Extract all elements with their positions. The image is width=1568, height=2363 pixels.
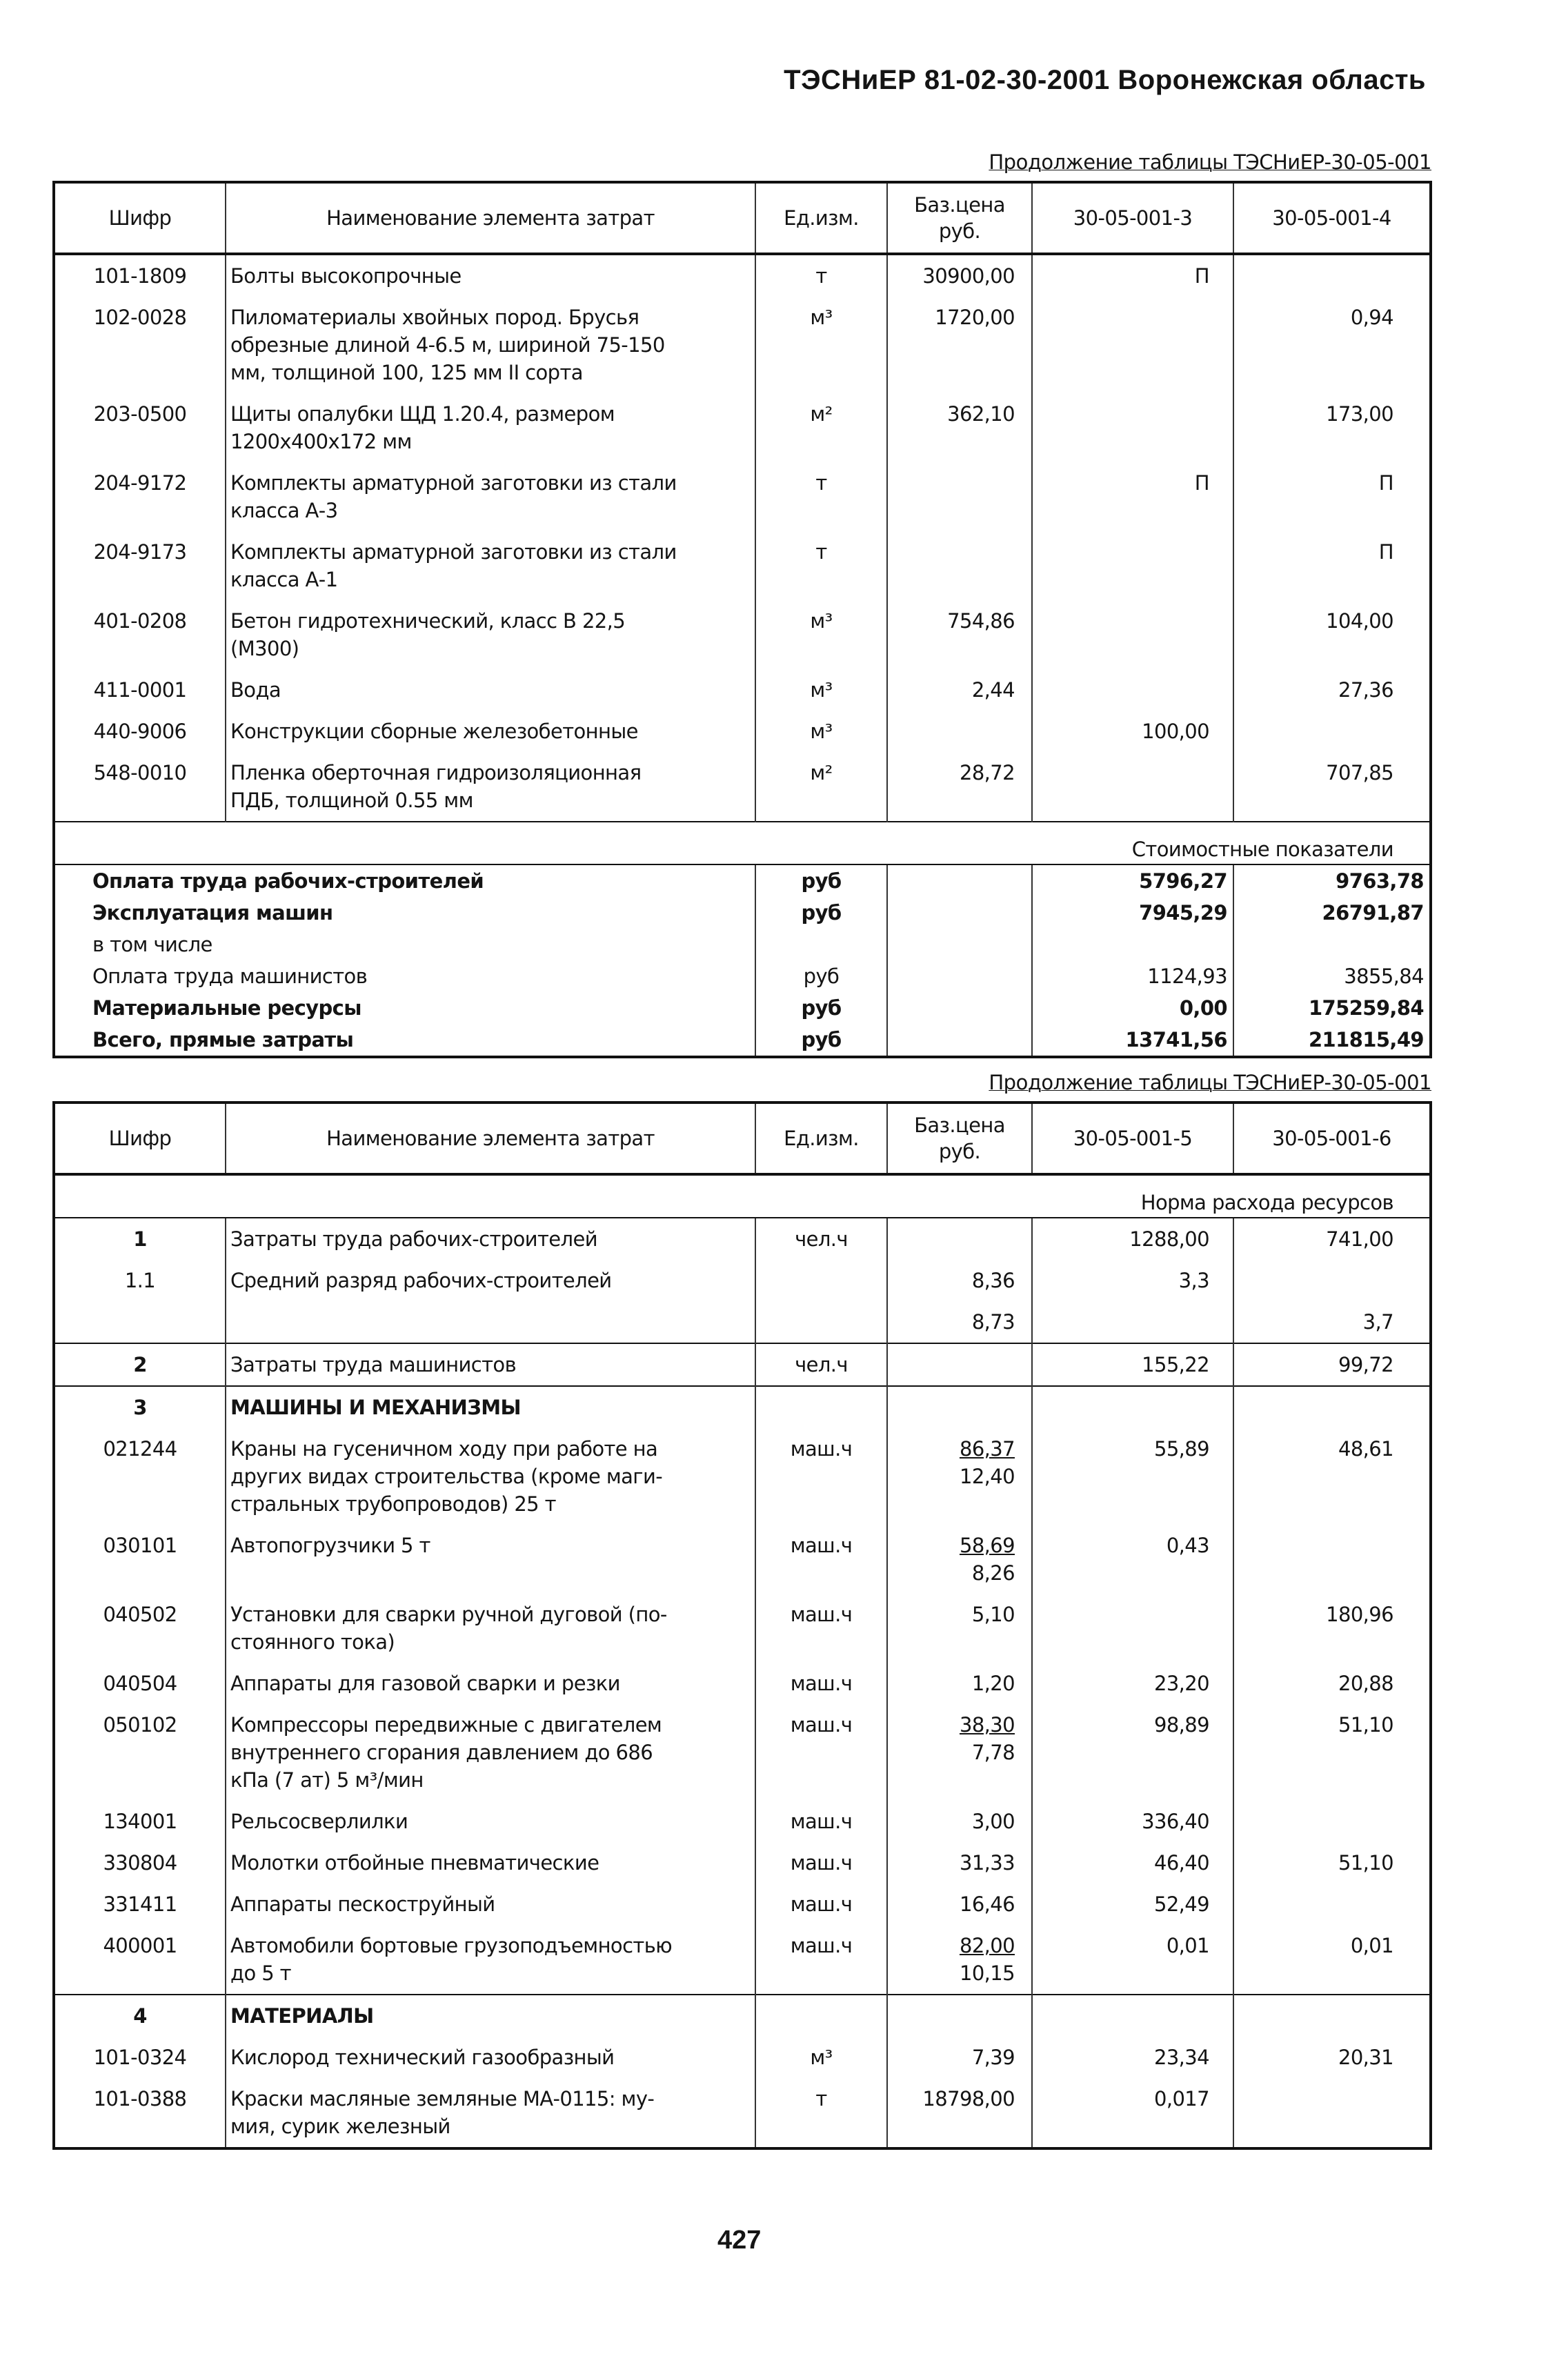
cost-row (54, 992, 1431, 1024)
base-price: 5,10 (887, 1594, 1032, 1663)
cost-unit: руб (755, 864, 887, 897)
column-header: Ед.изм. (755, 1103, 887, 1174)
resource-code: 040504 (103, 1672, 177, 1695)
cost-unit: руб (755, 960, 887, 992)
column-header: Шифр (54, 182, 226, 254)
unit: маш.ч (755, 1704, 887, 1801)
base-price: 8,36 (887, 1260, 1032, 1301)
table-row (54, 752, 1431, 822)
norm-value-2 (1233, 254, 1431, 297)
norm-value-1: 23,34 (1032, 2037, 1233, 2078)
unit: м³ (755, 600, 887, 669)
section-row (54, 1174, 1431, 1218)
resource-name: Аппараты пескоструйный (226, 1884, 755, 1925)
norm-value-1: П (1032, 254, 1233, 297)
table-row (54, 1343, 1431, 1386)
norm-value-2: 3,7 (1233, 1301, 1431, 1343)
unit: м² (755, 393, 887, 462)
base-price (887, 1428, 1032, 1525)
table-row (54, 1884, 1431, 1925)
resource-code: 401-0208 (93, 609, 187, 633)
resource-name: Комплекты арматурной заготовки из стали класса А-3 (226, 462, 755, 531)
cost-empty (887, 1024, 1032, 1057)
unit: м² (755, 752, 887, 822)
norm-value-2: 20,88 (1233, 1663, 1431, 1704)
table-row (54, 1925, 1431, 1995)
table2-header-row (54, 1103, 1431, 1174)
norm-value-2: 180,96 (1233, 1594, 1431, 1663)
norm-value-2 (1233, 1386, 1431, 1428)
cost-name: Оплата труда машинистов (92, 965, 368, 988)
resource-name: Краны на гусеничном ходу при работе на других видах строительства (кроме маги- стральных трубопроводов) 25 т (226, 1428, 755, 1525)
column-header: Ед.изм. (755, 182, 887, 254)
norm-value-1: 98,89 (1032, 1704, 1233, 1801)
norm-value-2 (1233, 1260, 1431, 1301)
resource-name: Затраты труда машинистов (226, 1343, 755, 1386)
resource-code: 040502 (103, 1603, 177, 1626)
cost-row (54, 1024, 1431, 1057)
unit: чел.ч (755, 1343, 887, 1386)
cost-value-1: 13741,56 (1032, 1024, 1233, 1057)
unit (755, 1995, 887, 2037)
column-header: Баз.цена руб. (887, 1103, 1032, 1174)
norm-value-2 (1233, 1995, 1431, 2037)
base-price: 28,72 (887, 752, 1032, 822)
table-row (54, 297, 1431, 393)
document-header-title: ТЭСНиЕР 81-02-30-2001 Воронежская область (784, 65, 1426, 95)
norm-value-2: П (1233, 531, 1431, 600)
resource-name: Кислород технический газообразный (226, 2037, 755, 2078)
resource-name (226, 1301, 755, 1343)
resource-name: Пленка оберточная гидроизоляционная ПДБ, толщиной 0.55 мм (226, 752, 755, 822)
resource-name: Щиты опалубки ЩД 1.20.4, размером 1200х400х172 мм (226, 393, 755, 462)
resource-name: Краски масляные земляные МА-0115: му- мия, сурик железный (226, 2078, 755, 2148)
cost-row (54, 929, 1431, 960)
cost-value-2 (1233, 929, 1431, 960)
base-price: 3,00 (887, 1801, 1032, 1842)
base-price: 754,86 (887, 600, 1032, 669)
resource-name: Автопогрузчики 5 т (226, 1525, 755, 1594)
cost-value-1: 0,00 (1032, 992, 1233, 1024)
unit: м³ (755, 669, 887, 711)
cost-row (54, 897, 1431, 929)
table-row (54, 1842, 1431, 1884)
resource-code: 203-0500 (93, 402, 187, 426)
norm-value-1 (1032, 1995, 1233, 2037)
base-price: 30900,00 (887, 254, 1032, 297)
resource-code: 330804 (103, 1851, 177, 1875)
resource-table-1 (52, 181, 1432, 1058)
norm-value-2: 51,10 (1233, 1704, 1431, 1801)
norm-value-2: 20,31 (1233, 2037, 1431, 2078)
resource-name: Затраты труда рабочих-строителей (226, 1218, 755, 1260)
base-price: 2,44 (887, 669, 1032, 711)
table1-caption-text: Продолжение таблицы ТЭСНиЕР-30-05-001 (989, 150, 1431, 174)
unit: т (755, 254, 887, 297)
column-header: Наименование элемента затрат (226, 1103, 755, 1174)
resource-code: 204-9172 (93, 471, 187, 495)
norm-value-1 (1032, 297, 1233, 393)
cost-empty (887, 929, 1032, 960)
cost-name: Материальные ресурсы (92, 996, 361, 1020)
norm-value-1: 3,3 (1032, 1260, 1233, 1301)
cost-value-2: 175259,84 (1233, 992, 1431, 1024)
table-row (54, 1801, 1431, 1842)
resource-name: Рельсосверлилки (226, 1801, 755, 1842)
norm-value-2: 173,00 (1233, 393, 1431, 462)
norm-value-1: П (1032, 462, 1233, 531)
unit: чел.ч (755, 1218, 887, 1260)
cost-name: Оплата труда рабочих-строителей (92, 869, 484, 893)
norm-value-1: 155,22 (1032, 1343, 1233, 1386)
resource-name: Комплекты арматурной заготовки из стали класса А-1 (226, 531, 755, 600)
table-row (54, 462, 1431, 531)
base-price (887, 462, 1032, 531)
norm-value-2: П (1233, 462, 1431, 531)
table-row (54, 1594, 1431, 1663)
resource-code: 4 (54, 1995, 226, 2037)
section-row (54, 822, 1431, 864)
cost-value-2: 26791,87 (1233, 897, 1431, 929)
table-row (54, 1704, 1431, 1801)
unit: маш.ч (755, 1842, 887, 1884)
cost-value-2: 3855,84 (1233, 960, 1431, 992)
table-row (54, 531, 1431, 600)
norm-value-2: 741,00 (1233, 1218, 1431, 1260)
unit: м³ (755, 711, 887, 752)
base-price (887, 1218, 1032, 1260)
norm-value-1 (1032, 1301, 1233, 1343)
cost-value-1 (1032, 929, 1233, 960)
unit (755, 1386, 887, 1428)
base-price: 8,73 (887, 1301, 1032, 1343)
base-price: 18798,00 (887, 2078, 1032, 2148)
resource-code: 2 (54, 1343, 226, 1386)
cost-unit: руб (755, 1024, 887, 1057)
unit: маш.ч (755, 1594, 887, 1663)
table2-caption (989, 1071, 1431, 1094)
unit: м³ (755, 2037, 887, 2078)
resource-code: 548-0010 (93, 761, 187, 784)
base-price: 362,10 (887, 393, 1032, 462)
base-price-value: 82,00 (959, 1934, 1015, 1957)
resource-table-2 (52, 1101, 1432, 2150)
base-price-labor: 10,15 (959, 1961, 1015, 1985)
resource-name: Бетон гидротехнический, класс В 22,5 (М300) (226, 600, 755, 669)
cost-empty (887, 960, 1032, 992)
cost-empty (887, 897, 1032, 929)
unit: маш.ч (755, 1801, 887, 1842)
base-price (887, 1386, 1032, 1428)
cost-empty (887, 992, 1032, 1024)
resource-code: 411-0001 (93, 678, 187, 702)
base-price (887, 1925, 1032, 1995)
base-price: 7,39 (887, 2037, 1032, 2078)
cost-value-2: 211815,49 (1233, 1024, 1431, 1057)
resource-code: 400001 (103, 1934, 177, 1957)
base-price: 1720,00 (887, 297, 1032, 393)
unit: м³ (755, 297, 887, 393)
norm-value-1 (1032, 600, 1233, 669)
resource-code: 102-0028 (93, 306, 187, 329)
norm-value-2 (1233, 1525, 1431, 1594)
base-price: 31,33 (887, 1842, 1032, 1884)
cost-name: в том числе (92, 933, 212, 956)
unit: т (755, 2078, 887, 2148)
norm-value-1: 100,00 (1032, 711, 1233, 752)
norm-value-1: 23,20 (1032, 1663, 1233, 1704)
unit: т (755, 462, 887, 531)
norm-value-2: 48,61 (1233, 1428, 1431, 1525)
table-row (54, 1428, 1431, 1525)
unit: маш.ч (755, 1663, 887, 1704)
resource-code (54, 1301, 226, 1343)
table-row (54, 2037, 1431, 2078)
resource-name: Компрессоры передвижные с двигателем внутреннего сгорания давлением до 686 кПа (7 ат) 5 м³/мин (226, 1704, 755, 1801)
cost-unit: руб (755, 992, 887, 1024)
base-price-labor: 7,78 (971, 1741, 1015, 1764)
resource-code: 3 (54, 1386, 226, 1428)
page-number: 427 (717, 2226, 762, 2255)
base-price-value: 38,30 (959, 1713, 1015, 1737)
resource-code: 021244 (103, 1437, 177, 1461)
norm-value-1: 0,43 (1032, 1525, 1233, 1594)
section-label: Норма расхода ресурсов (54, 1174, 1431, 1218)
base-price (887, 1525, 1032, 1594)
table-row (54, 254, 1431, 297)
norm-value-2 (1233, 711, 1431, 752)
norm-value-1: 0,017 (1032, 2078, 1233, 2148)
table2-caption-text: Продолжение таблицы ТЭСНиЕР-30-05-001 (989, 1071, 1431, 1094)
cost-value-1: 5796,27 (1032, 864, 1233, 897)
norm-value-2 (1233, 1884, 1431, 1925)
base-price (887, 711, 1032, 752)
table-row (54, 1663, 1431, 1704)
table-row (54, 1218, 1431, 1260)
norm-value-1 (1032, 1594, 1233, 1663)
norm-value-1: 46,40 (1032, 1842, 1233, 1884)
norm-value-1 (1032, 1386, 1233, 1428)
table-row (54, 669, 1431, 711)
resource-name: Установки для сварки ручной дуговой (по- стоянного тока) (226, 1594, 755, 1663)
resource-code: 204-9173 (93, 540, 187, 564)
cost-row (54, 864, 1431, 897)
resource-code: 134001 (103, 1810, 177, 1833)
table1-header-row (54, 182, 1431, 254)
resource-code: 050102 (103, 1713, 177, 1737)
column-header: 30-05-001-6 (1233, 1103, 1431, 1174)
base-price (887, 1704, 1032, 1801)
base-price-labor: 12,40 (959, 1465, 1015, 1488)
cost-empty (887, 864, 1032, 897)
base-price (887, 1343, 1032, 1386)
norm-value-1: 336,40 (1032, 1801, 1233, 1842)
cost-name: Эксплуатация машин (92, 901, 333, 925)
norm-value-2 (1233, 1801, 1431, 1842)
table1-caption (989, 150, 1431, 174)
column-header: Наименование элемента затрат (226, 182, 755, 254)
resource-code: 1 (133, 1227, 147, 1251)
cost-value-1: 7945,29 (1032, 897, 1233, 929)
unit: маш.ч (755, 1925, 887, 1995)
norm-value-1 (1032, 752, 1233, 822)
resource-name: Конструкции сборные железобетонные (226, 711, 755, 752)
base-price-value: 58,69 (959, 1534, 1015, 1557)
resource-name: Автомобили бортовые грузоподъемностью до 5 т (226, 1925, 755, 1995)
resource-code: 1.1 (124, 1269, 156, 1292)
unit (755, 1301, 887, 1343)
norm-value-1 (1032, 531, 1233, 600)
unit (755, 1260, 887, 1301)
resource-name: Средний разряд рабочих-строителей (226, 1260, 755, 1301)
table-row (54, 1386, 1431, 1428)
table-row (54, 393, 1431, 462)
section-label: Стоимостные показатели (54, 822, 1431, 864)
table-row (54, 600, 1431, 669)
cost-unit (755, 929, 887, 960)
base-price-value: 86,37 (959, 1437, 1015, 1461)
column-header: 30-05-001-4 (1233, 182, 1431, 254)
unit: маш.ч (755, 1884, 887, 1925)
resource-name: Аппараты для газовой сварки и резки (226, 1663, 755, 1704)
column-header: Шифр (54, 1103, 226, 1174)
resource-code: 101-0388 (93, 2087, 187, 2110)
cost-name: Всего, прямые затраты (92, 1028, 354, 1051)
cost-unit: руб (755, 897, 887, 929)
resource-code: 030101 (103, 1534, 177, 1557)
resource-code: 331411 (103, 1892, 177, 1916)
norm-value-2: 0,01 (1233, 1925, 1431, 1995)
resource-code: 440-9006 (93, 720, 187, 743)
resource-name: Болты высокопрочные (226, 254, 755, 297)
norm-value-2: 51,10 (1233, 1842, 1431, 1884)
resource-name: Молотки отбойные пневматические (226, 1842, 755, 1884)
unit: маш.ч (755, 1525, 887, 1594)
norm-value-1: 0,01 (1032, 1925, 1233, 1995)
resource-name: Вода (226, 669, 755, 711)
table-row (54, 1301, 1431, 1343)
base-price-labor: 8,26 (971, 1561, 1015, 1585)
norm-value-1 (1032, 669, 1233, 711)
norm-value-1 (1032, 393, 1233, 462)
norm-value-2 (1233, 2078, 1431, 2148)
base-price (887, 531, 1032, 600)
table-row (54, 1260, 1431, 1301)
table-row (54, 711, 1431, 752)
table-row (54, 1525, 1431, 1594)
norm-value-1: 1288,00 (1032, 1218, 1233, 1260)
norm-value-2: 99,72 (1233, 1343, 1431, 1386)
resource-code: 101-1809 (93, 264, 187, 288)
norm-value-1: 55,89 (1032, 1428, 1233, 1525)
cost-row (54, 960, 1431, 992)
norm-value-2: 27,36 (1233, 669, 1431, 711)
unit: маш.ч (755, 1428, 887, 1525)
unit: т (755, 531, 887, 600)
cost-value-2: 9763,78 (1233, 864, 1431, 897)
norm-value-2: 104,00 (1233, 600, 1431, 669)
cost-value-1: 1124,93 (1032, 960, 1233, 992)
base-price: 1,20 (887, 1663, 1032, 1704)
resource-code: 101-0324 (93, 2046, 187, 2069)
base-price (887, 1995, 1032, 2037)
column-header: Баз.цена руб. (887, 182, 1032, 254)
resource-name: Пиломатериалы хвойных пород. Брусья обрезные длиной 4-6.5 м, шириной 75-150 мм, толщиной 100, 125 мм II сорта (226, 297, 755, 393)
column-header: 30-05-001-5 (1032, 1103, 1233, 1174)
table-row (54, 2078, 1431, 2148)
column-header: 30-05-001-3 (1032, 182, 1233, 254)
resource-name: МАШИНЫ И МЕХАНИЗМЫ (226, 1386, 755, 1428)
resource-name: МАТЕРИАЛЫ (226, 1995, 755, 2037)
norm-value-2: 0,94 (1233, 297, 1431, 393)
table-row (54, 1995, 1431, 2037)
base-price: 16,46 (887, 1884, 1032, 1925)
norm-value-2: 707,85 (1233, 752, 1431, 822)
norm-value-1: 52,49 (1032, 1884, 1233, 1925)
